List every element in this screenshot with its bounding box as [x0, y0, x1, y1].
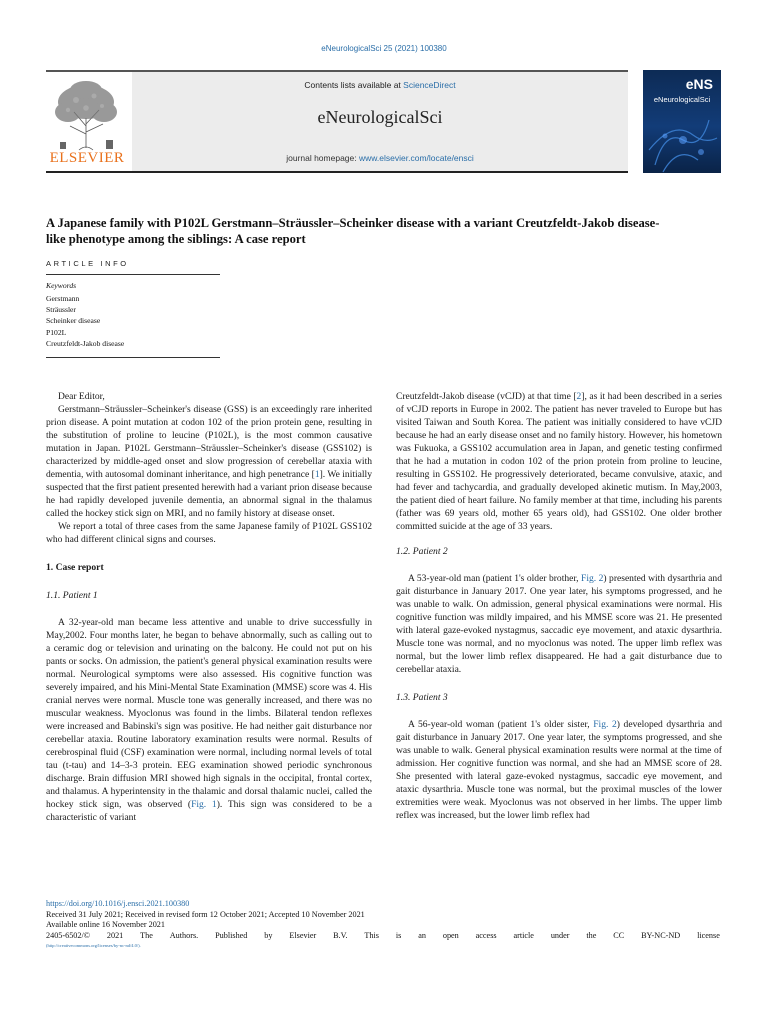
- figure-link[interactable]: Fig. 2: [581, 572, 604, 584]
- journal-homepage: journal homepage: www.elsevier.com/locate/ensci: [286, 153, 474, 163]
- elsevier-wordmark: ELSEVIER: [49, 150, 125, 166]
- intro-paragraph-2: We report a total of three cases from the same Japanese family of P102L GSS102 who had different clinical signs and courses.: [46, 520, 372, 545]
- section-heading: 1. Case report: [46, 561, 104, 573]
- keyword: P102L: [46, 327, 67, 337]
- article-info-label: ARTICLE INFO: [46, 259, 129, 268]
- license-line: 2405-6502/© 2021 The Authors. Published by Elsevier B.V. This is an open access article under the CC BY-NC-ND license: [46, 930, 720, 940]
- received-dates: Received 31 July 2021; Received in revised form 12 October 2021; Accepted 10 November 2021: [46, 909, 365, 919]
- license-url-link[interactable]: (http://creativecommons.org/licenses/by-nc-nd/4.0/).: [46, 943, 141, 949]
- figure-link[interactable]: Fig. 2: [593, 718, 617, 730]
- article-title: A Japanese family with P102L Gerstmann–Sträussler–Scheinker disease with a variant Creutzfeldt-Jakob disease-like phenotype among the siblings: A case report: [46, 216, 660, 246]
- intro-paragraph: Gerstmann–Sträussler–Scheinker's disease (GSS) is an exceedingly rare inherited prion disease. A point mutation at codon 102 of the prion protein gene, resulting in the substitution of proline to leucine (P102L), is the most common causative mutation in Japan. P102L Gerstmann–Sträussler–Scheinker's disease (GSS102) is characterized by middle-aged onset and slow progression of cerebellar ataxia with dementia, with autosomal dominant inheritance, and high penetrance [1]. We initially suspected that the first patient presented herewith had a variant prion disease because he had rapidly developed juvenile dementia, an abnormal signal in the thalamus called the hockey stick sign on MRI, and no family history at disease onset.: [46, 403, 372, 519]
- patient-1-paragraph: A 32-year-old man became less attentive and unable to drive successfully in May,2002. Four months later, he began to behave abnormally, such as calling out to a ceramic dog or television and urinating on the balcony. He could not put on his pants or socks. On admission, the patient's general physical examination results were normal. Neurological symptoms were also assessed. His cognitive function was severely impaired, and his Mini-Mental State Examination (MMSE) score was 4. His cranial nerves were normal. Muscle tone was generally increased, and there was no muscular weakness. Myoclonus was found in the limbs. Bilateral tendon reflexes were increased and Babinski's sign was positive. He had neither gait disturbance nor cerebellar ataxia. Routine laboratory examination results were normal. Results of cerebrospinal fluid (CSF) examination were normal, including normal levels of total tau (t-tau) and 14–3-3 protein. EEG examination showed periodic synchronous discharge. Brain diffusion MRI showed high signals in the occipital, frontal cortex, and thalamus. A hyperintensity in the thalamic and dorsal thalamic nuclei, called the hockey stick sign, was observed (Fig. 1). This sign was considered to be a characteristic of variant: [46, 616, 372, 823]
- patient-2-paragraph: A 53-year-old man (patient 1's older brother, Fig. 2) presented with dysarthria and gait disturbance in January 2017. One year later, his symptoms progressed, and he was unable to walk. On admission, general physical examinations were normal. His cognitive function was mildly impaired, and his MMSE score was 21. He presented with lateral gaze-evoked nystagmus, saccadic eye movement, and ataxic dysarthria. Muscle tone was normal, and no myoclonus was noted. The upper limb reflex was normal, but the lower limb reflex disappeared. He had a gait disturbance due to cerebellar ataxia.: [396, 572, 722, 675]
- journal-name: eNeurologicalSci: [317, 107, 443, 127]
- patient-3-paragraph: A 56-year-old woman (patient 1's older sister, Fig. 2) developed dysarthria and gait disturbance in January 2017. One year later, the symptoms progressed, and she was unable to walk. General physical examination results were normal at the time of admission. Her cognitive function was normal, and she had an MMSE score of 28. She presented with lateral gaze-evoked nystagmus, saccadic eye movement, and ataxic dysarthria. Muscle tone was normal, but the proximal muscles of the lower extremities were weak. Myoclonus was not observed in her limbs. The upper limb reflex was increased, but the lower limb reflex had: [396, 718, 722, 821]
- keyword: Sträussler: [46, 305, 76, 315]
- patient-1-paragraph-cont: Creutzfeldt-Jakob disease (vCJD) at that time [2], as it had been described in a series of vCJD reports in Europe in 2002. The patient has never traveled to Europe but has visited Taiwan and South Korea. The patient was initially considered to have vCJD because he had an early disease onset and no family history. However, his hometown was Fukuoka, a GSS102 accumulation area in Japan, and genetic testing confirmed that he had a mutation in codon 102 of the prion protein from proline to leucine, resulting in GSS102. He progressively deteriorated, became convulsive, ataxic, and had fever and tachycardia, and gradually developed akinetic mutism. In May,2003, the patient died of heart failure. No family member at that time, including his parents (father was 69 years old, mother 65 years old), had GSS102. One older brother committed suicide at the age of 33 years.: [396, 391, 723, 532]
- figure-link[interactable]: Fig. 1: [191, 798, 217, 810]
- keywords-list: [46, 293, 124, 349]
- keyword: Scheinker disease: [46, 316, 101, 326]
- journal-citation[interactable]: eNeurologicalSci 25 (2021) 100380: [321, 44, 447, 53]
- reference-link[interactable]: 1: [314, 468, 320, 480]
- salutation: Dear Editor,: [58, 391, 105, 402]
- keyword: Creutzfeldt-Jakob disease: [46, 338, 125, 348]
- article-info-rule-bottom: [46, 357, 220, 358]
- cover-journal-name: eNeurologicalSci: [653, 95, 711, 104]
- cover-abbreviation: eNS: [685, 76, 713, 92]
- article-info-rule-top: [46, 274, 220, 275]
- subsection-heading: 1.3. Patient 3: [396, 691, 448, 703]
- doi-link[interactable]: https://doi.org/10.1016/j.ensci.2021.100380: [46, 899, 190, 908]
- keyword: Gerstmann: [46, 294, 80, 303]
- available-online: Available online 16 November 2021: [46, 920, 165, 930]
- subsection-heading: 1.2. Patient 2: [396, 545, 448, 557]
- contents-line: Contents lists available at ScienceDirect: [304, 80, 456, 90]
- journal-cover-thumbnail[interactable]: [643, 70, 721, 173]
- cover-brain-artwork: [643, 110, 721, 173]
- subsection-heading: 1.1. Patient 1: [46, 589, 98, 601]
- body-column-left: [46, 391, 372, 825]
- header-rule-bottom: [46, 171, 628, 173]
- article-footer: [46, 899, 720, 952]
- sciencedirect-link[interactable]: ScienceDirect: [403, 80, 456, 90]
- keywords-heading: Keywords: [46, 281, 77, 290]
- body-column-right: [396, 391, 722, 823]
- reference-link[interactable]: 2: [576, 391, 582, 402]
- homepage-link[interactable]: www.elsevier.com/locate/ensci: [358, 153, 474, 163]
